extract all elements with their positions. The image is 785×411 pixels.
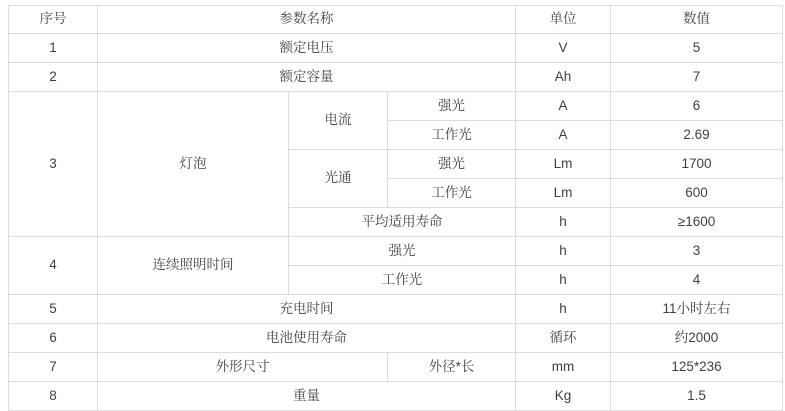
cell-param: 电池使用寿命 — [98, 324, 516, 353]
cell-serial: 2 — [9, 63, 98, 92]
cell-serial: 1 — [9, 34, 98, 63]
cell-value: 4 — [611, 266, 783, 295]
cell-serial: 7 — [9, 353, 98, 382]
header-unit: 单位 — [516, 6, 611, 34]
cell-serial: 8 — [9, 382, 98, 411]
cell-unit: Kg — [516, 382, 611, 411]
cell-value: 7 — [611, 63, 783, 92]
cell-param: 额定电压 — [98, 34, 516, 63]
table-row — [9, 295, 783, 324]
cell-value: 6 — [611, 92, 783, 121]
cell-mode: 强光 — [289, 237, 516, 266]
cell-param: 连续照明时间 — [98, 237, 289, 295]
table-row — [9, 237, 783, 266]
cell-unit: V — [516, 34, 611, 63]
cell-param: 充电时间 — [98, 295, 516, 324]
table-row — [9, 382, 783, 411]
cell-mode: 工作光 — [289, 266, 516, 295]
cell-subparam: 光通 — [289, 150, 388, 208]
cell-value: 约2000 — [611, 324, 783, 353]
cell-value: 2.69 — [611, 121, 783, 150]
header-value: 数值 — [611, 6, 783, 34]
cell-param: 灯泡 — [98, 92, 289, 237]
cell-value: 1700 — [611, 150, 783, 179]
cell-subparam: 电流 — [289, 92, 388, 150]
cell-unit: h — [516, 295, 611, 324]
table-row — [9, 353, 783, 382]
cell-unit: 循环 — [516, 324, 611, 353]
cell-serial: 5 — [9, 295, 98, 324]
cell-value: ≥1600 — [611, 208, 783, 237]
cell-value: 1.5 — [611, 382, 783, 411]
cell-value: 11小时左右 — [611, 295, 783, 324]
cell-param: 额定容量 — [98, 63, 516, 92]
cell-param: 外形尺寸 — [98, 353, 388, 382]
cell-unit: Lm — [516, 150, 611, 179]
cell-unit: h — [516, 237, 611, 266]
cell-unit: A — [516, 121, 611, 150]
cell-mode: 强光 — [388, 150, 516, 179]
cell-value: 600 — [611, 179, 783, 208]
cell-unit: h — [516, 208, 611, 237]
cell-serial: 4 — [9, 237, 98, 295]
cell-value: 5 — [611, 34, 783, 63]
header-serial: 序号 — [9, 6, 98, 34]
cell-mode: 工作光 — [388, 179, 516, 208]
cell-unit: A — [516, 92, 611, 121]
table-header-row — [9, 6, 783, 34]
table-row — [9, 63, 783, 92]
cell-subparam: 平均适用寿命 — [289, 208, 516, 237]
cell-param: 重量 — [98, 382, 516, 411]
cell-value: 3 — [611, 237, 783, 266]
cell-serial: 6 — [9, 324, 98, 353]
cell-subparam: 外径*长 — [388, 353, 516, 382]
table-row — [9, 324, 783, 353]
table-row — [9, 92, 783, 121]
cell-value: 125*236 — [611, 353, 783, 382]
cell-unit: Lm — [516, 179, 611, 208]
header-param: 参数名称 — [98, 6, 516, 34]
cell-serial: 3 — [9, 92, 98, 237]
cell-mode: 工作光 — [388, 121, 516, 150]
table-row — [9, 34, 783, 63]
cell-mode: 强光 — [388, 92, 516, 121]
spec-table — [8, 5, 783, 411]
cell-unit: h — [516, 266, 611, 295]
cell-unit: mm — [516, 353, 611, 382]
cell-unit: Ah — [516, 63, 611, 92]
